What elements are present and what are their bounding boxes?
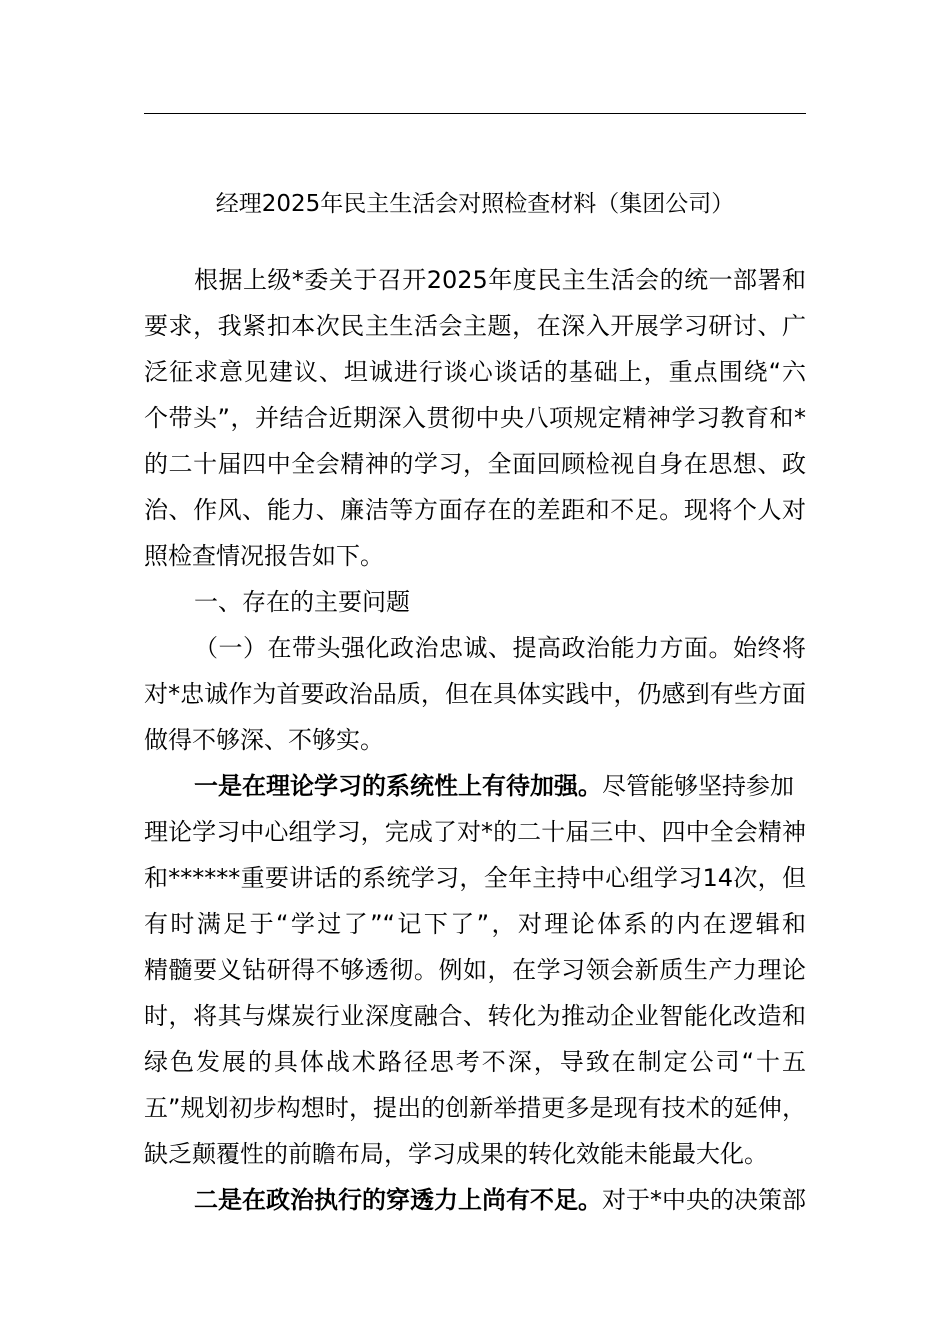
paragraph-line: 对*忠诚作为首要政治品质，但在具体实践中，仍感到有些方面 <box>144 680 806 708</box>
header-rule <box>144 113 806 114</box>
paragraph-line: 时，将其与煤炭行业深度融合、转化为推动企业智能化改造和 <box>144 1002 806 1030</box>
document-title: 经理2025年民主生活会对照检查材料（集团公司） <box>215 191 735 217</box>
section-heading: 一、存在的主要问题 <box>194 588 410 616</box>
point-two-text-start: 对于*中央的决策部 <box>602 1186 806 1214</box>
paragraph-line: 泛征求意见建议、坦诚进行谈心谈话的基础上，重点围绕“六 <box>144 358 806 386</box>
paragraph-line: 缺乏颠覆性的前瞻布局，学习成果的转化效能未能最大化。 <box>144 1140 768 1168</box>
paragraph-line: 的二十届四中全会精神的学习，全面回顾检视自身在思想、政 <box>144 450 806 478</box>
paragraph-line: 个带头”，并结合近期深入贯彻中央八项规定精神学习教育和* <box>144 404 806 432</box>
paragraph-line: 治、作风、能力、廉洁等方面存在的差距和不足。现将个人对 <box>144 496 806 524</box>
point-one-line <box>194 768 794 804</box>
paragraph-line: 五”规划初步构想时，提出的创新举措更多是现有技术的延伸， <box>144 1094 806 1122</box>
paragraph-line: 做得不够深、不够实。 <box>144 726 384 754</box>
point-one-text-start: 尽管能够坚持参加 <box>602 772 794 800</box>
paragraph-line: 绿色发展的具体战术路径思考不深，导致在制定公司“十五 <box>144 1048 806 1076</box>
point-two-line <box>194 1182 806 1218</box>
paragraph-line: 精髓要义钻研得不够透彻。例如，在学习领会新质生产力理论 <box>144 956 806 984</box>
paragraph-line: 有时满足于“学过了”“记下了”，对理论体系的内在逻辑和 <box>144 910 806 938</box>
paragraph-line: 根据上级*委关于召开2025年度民主生活会的统一部署和 <box>194 266 806 294</box>
subsection-heading: （一）在带头强化政治忠诚、提高政治能力方面。始终将 <box>194 634 806 662</box>
paragraph-line: 理论学习中心组学习，完成了对*的二十届三中、四中全会精神 <box>144 818 806 846</box>
paragraph-line: 照检查情况报告如下。 <box>144 542 384 570</box>
point-one-heading: 一是在理论学习的系统性上有待加强。 <box>194 772 602 800</box>
paragraph-line: 要求，我紧扣本次民主生活会主题，在深入开展学习研讨、广 <box>144 312 806 340</box>
paragraph-line: 和******重要讲话的系统学习，全年主持中心组学习14次，但 <box>144 864 806 892</box>
point-two-heading: 二是在政治执行的穿透力上尚有不足。 <box>194 1186 602 1214</box>
